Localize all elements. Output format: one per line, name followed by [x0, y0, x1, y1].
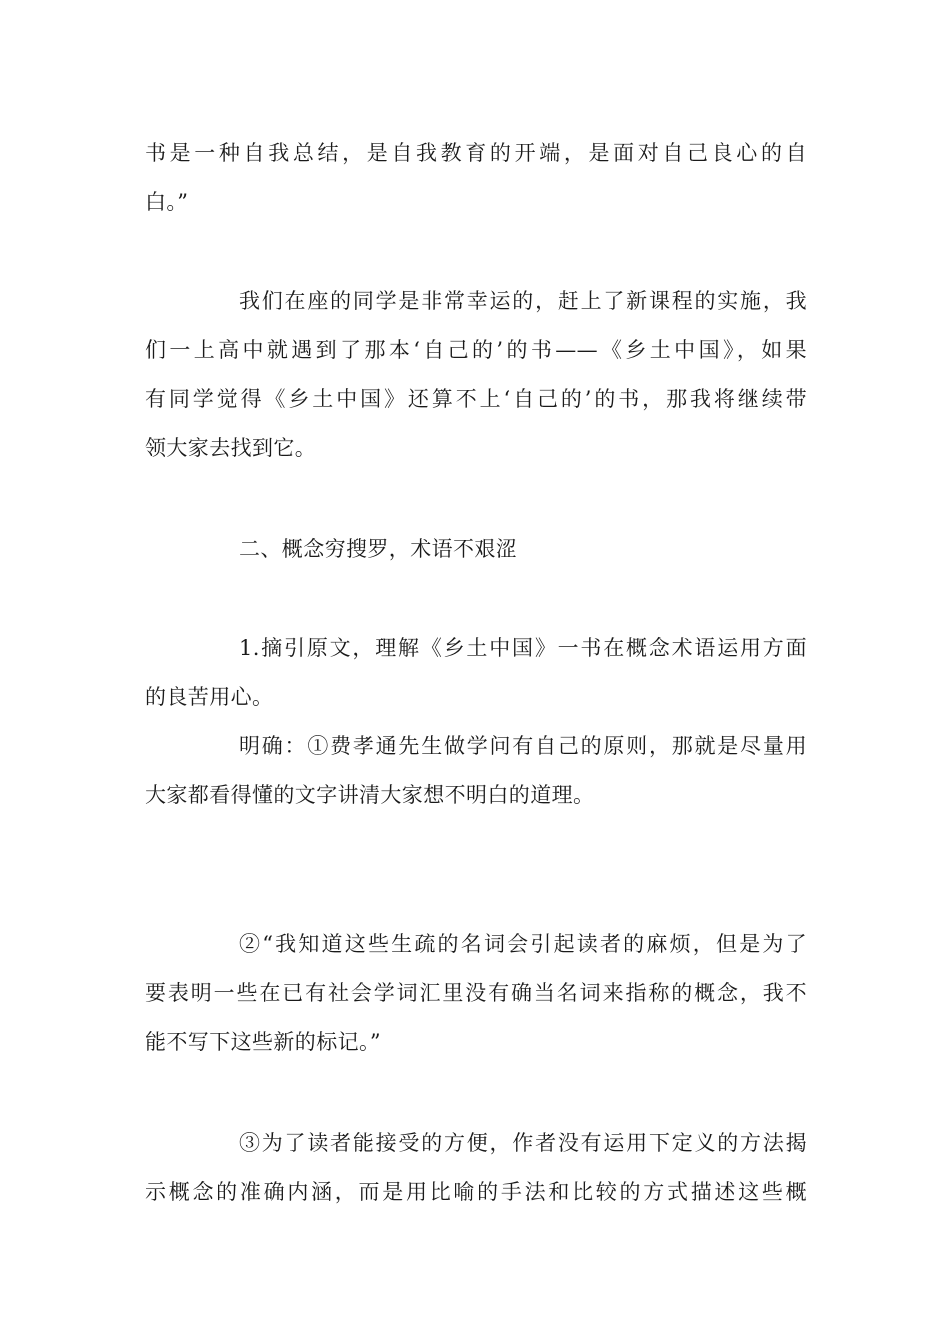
paragraph-2 — [145, 277, 807, 473]
text-line: 书是一种自我总结，是自我教育的开端，是面对自己良心的自 — [145, 141, 807, 165]
text-line: 我们在座的同学是非常幸运的，赶上了新课程的实施，我 — [239, 289, 807, 313]
text-line: 们一上高中就遇到了那本‘自己的’的书——《乡土中国》，如果 — [145, 338, 807, 362]
text-line: 能不写下这些新的标记。” — [145, 1030, 382, 1054]
paragraph-1 — [145, 129, 807, 227]
section-heading — [145, 525, 807, 574]
paragraph-6 — [145, 1119, 807, 1217]
text-line: 的良苦用心。 — [145, 685, 274, 709]
paragraph-3 — [145, 624, 807, 722]
text-line: 白。” — [145, 190, 189, 214]
text-line: 有同学觉得《乡土中国》还算不上‘自己的’的书，那我将继续带 — [145, 387, 807, 411]
paragraph-4 — [145, 722, 807, 820]
text-line: 明确：①费孝通先生做学问有自己的原则，那就是尽量用 — [239, 734, 807, 758]
text-line: 大家都看得懂的文字讲清大家想不明白的道理。 — [145, 783, 595, 807]
text-line: ②“我知道这些生疏的名词会引起读者的麻烦，但是为了 — [239, 932, 807, 956]
text-line: 1.摘引原文，理解《乡土中国》一书在概念术语运用方面 — [239, 636, 807, 660]
text-line: 二、概念穷搜罗，术语不艰涩 — [239, 537, 518, 561]
text-line: 要表明一些在已有社会学词汇里没有确当名词来指称的概念，我不 — [145, 981, 807, 1005]
text-line: 领大家去找到它。 — [145, 436, 317, 460]
paragraph-5 — [145, 920, 807, 1067]
text-line: 示概念的准确内涵，而是用比喻的手法和比较的方式描述这些概 — [145, 1180, 807, 1204]
text-line: ③为了读者能接受的方便，作者没有运用下定义的方法揭 — [239, 1131, 807, 1155]
